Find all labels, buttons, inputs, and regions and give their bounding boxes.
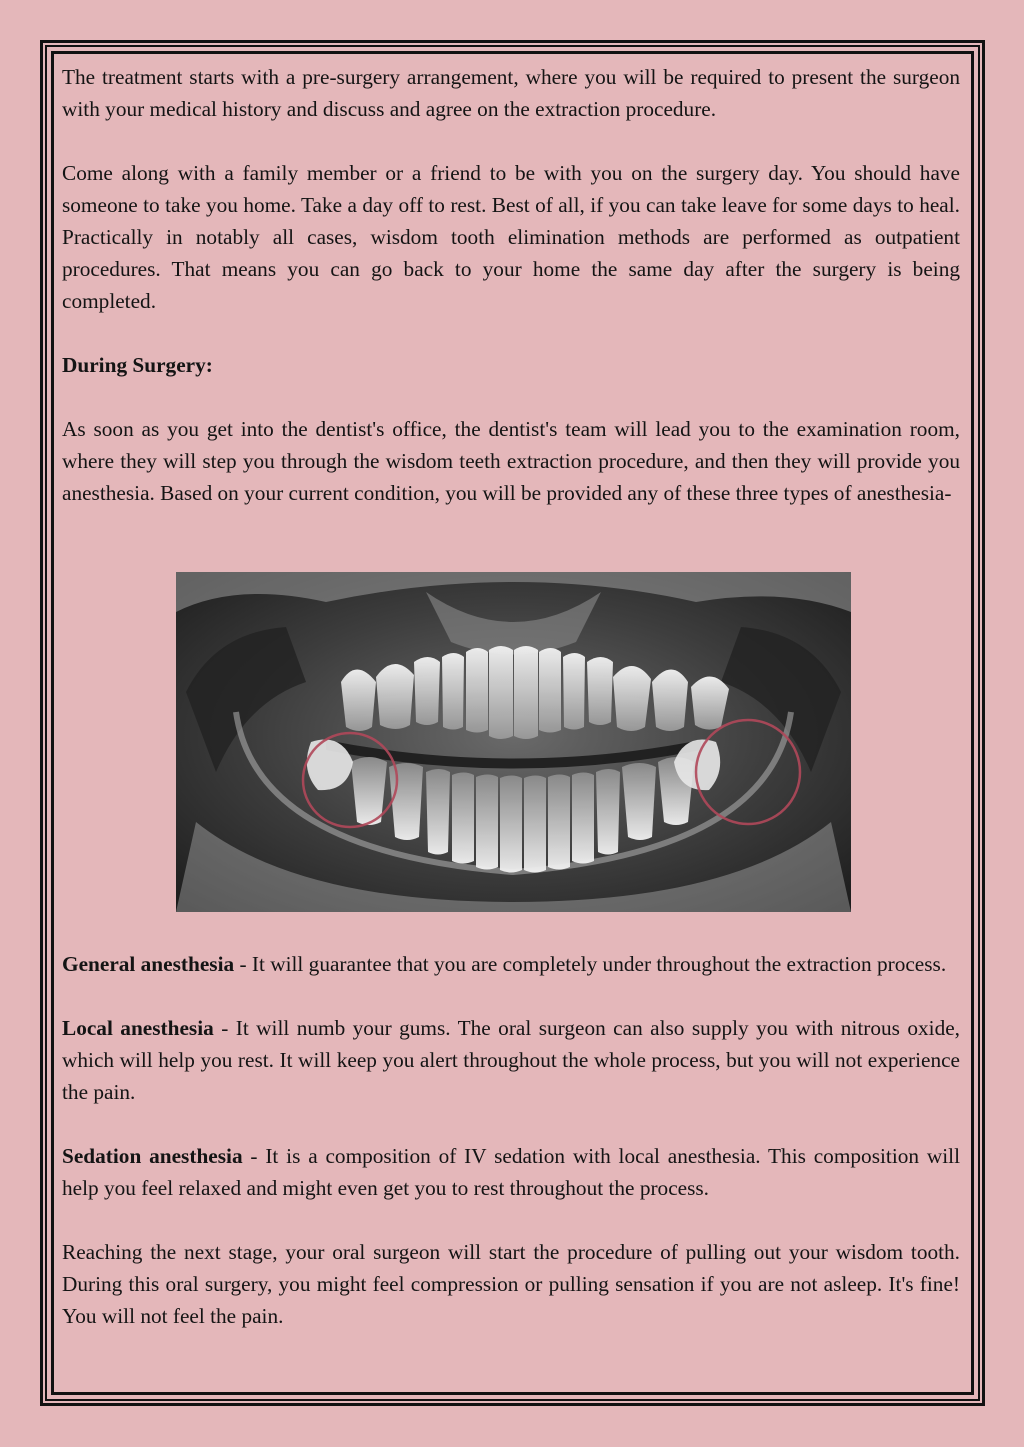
paragraph-companion: Come along with a family member or a friend to be with you on the surgery day. You should have someone to take you home. Take a day off to rest. Best of all, if you can take leave for some days to heal. Practically in notably all cases, wisdom tooth elimination methods are performed as outpatient procedures. That means you can go back to your home the same day after the surgery is being completed. [62, 161, 960, 313]
paragraph-sedation-anesthesia: Sedation anesthesia - It is a composition of IV sedation with local anesthesia. This composition will help you feel relaxed and might even get you to rest throughout the process. [62, 1144, 960, 1200]
paragraph-local-anesthesia: Local anesthesia - It will numb your gums. The oral surgeon can also supply you with nitrous oxide, which will help you rest. It will keep you alert throughout the whole process, but you will not experience the pain. [62, 1016, 960, 1104]
paragraph-general-anesthesia: General anesthesia - It will guarantee that you are completely under throughout the extraction process. [62, 952, 947, 976]
paragraph-pre-surgery: The treatment starts with a pre-surgery arrangement, where you will be required to present the surgeon with your medical history and discuss and agree on the extraction procedure. [62, 65, 960, 121]
dental-xray-image [176, 572, 851, 912]
section-heading: During Surgery: [62, 353, 213, 377]
article-bottom [62, 948, 960, 1332]
paragraph-next-stage: Reaching the next stage, your oral surgeon will start the procedure of pulling out your wisdom tooth. During this oral surgery, you might feel compression or pulling sensation if you are not asleep. It's fine! You will not feel the pain. [62, 1240, 960, 1328]
paragraph-intro-anesthesia: As soon as you get into the dentist's office, the dentist's team will lead you to the examination room, where they will step you through the wisdom teeth extraction procedure, and then they will provide you anesthesia. Based on your current condition, you will be provided any of these three types of anesthesia- [62, 417, 960, 505]
article-top [62, 61, 960, 509]
